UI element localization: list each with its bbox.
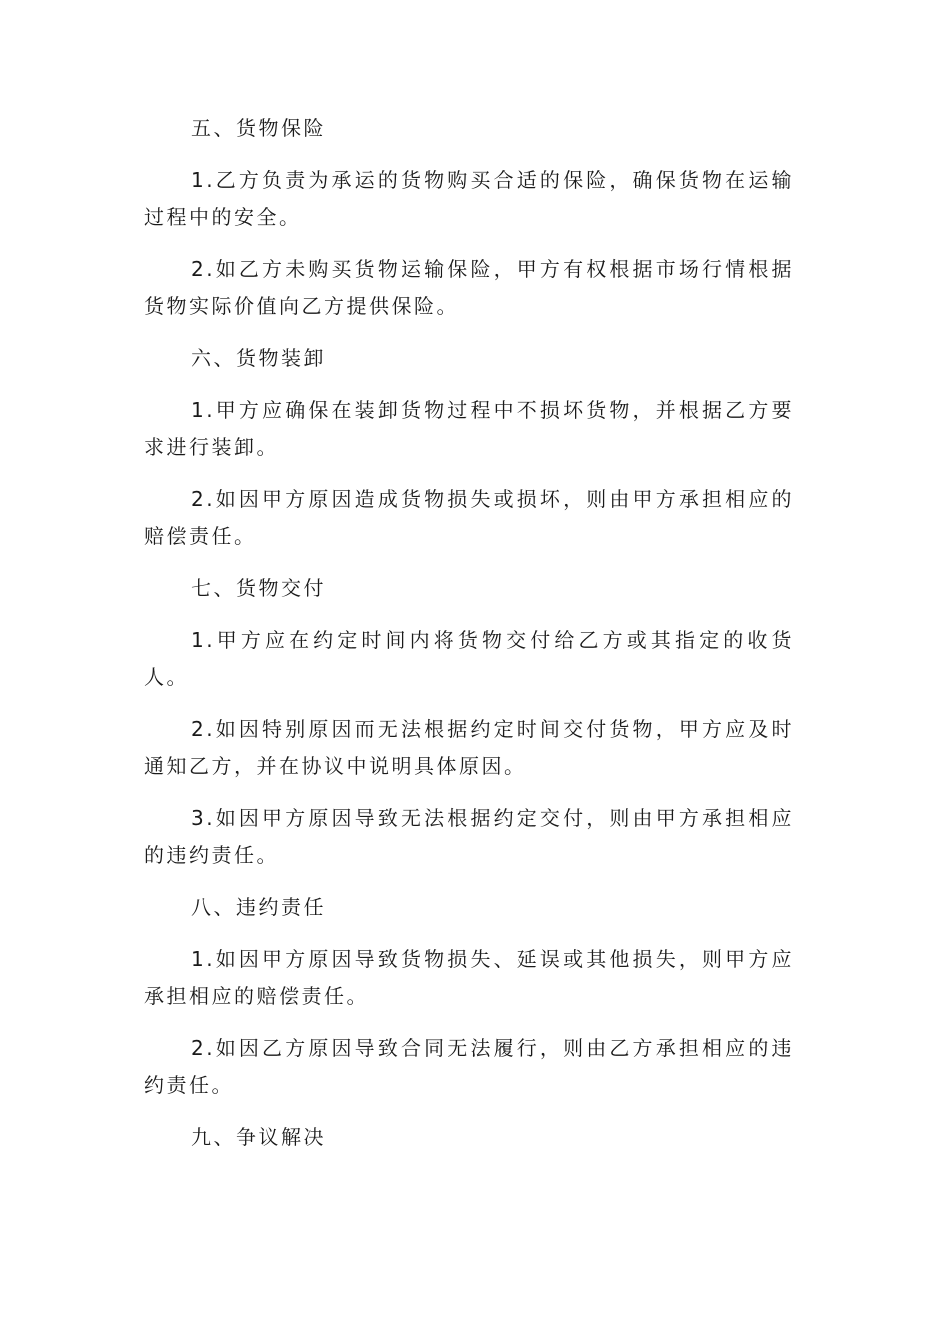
clause-insurance-1: 1.乙方负责为承运的货物购买合适的保险，确保货物在运输过程中的安全。 — [144, 168, 794, 229]
clause-breach-2: 2.如因乙方原因导致合同无法履行，则由乙方承担相应的违约责任。 — [144, 1036, 794, 1097]
clause-breach-1: 1.如因甲方原因导致货物损失、延误或其他损失，则甲方应承担相应的赔偿责任。 — [144, 947, 794, 1008]
section-heading-dispute: 九、争议解决 — [191, 1125, 326, 1149]
clause-delivery-1: 1.甲方应在约定时间内将货物交付给乙方或其指定的收货人。 — [144, 628, 794, 689]
section-heading-loading: 六、货物装卸 — [191, 346, 326, 370]
clause-delivery-3: 3.如因甲方原因导致无法根据约定交付，则由甲方承担相应的违约责任。 — [144, 806, 794, 867]
document-body — [144, 110, 794, 1156]
clause-delivery-2: 2.如因特别原因而无法根据约定时间交付货物，甲方应及时通知乙方，并在协议中说明具体原因。 — [144, 717, 794, 778]
clause-loading-2: 2.如因甲方原因造成货物损失或损坏，则由甲方承担相应的赔偿责任。 — [144, 487, 794, 548]
section-heading-delivery: 七、货物交付 — [191, 576, 326, 600]
clause-insurance-2: 2.如乙方未购买货物运输保险，甲方有权根据市场行情根据货物实际价值向乙方提供保险。 — [144, 257, 794, 318]
clause-loading-1: 1.甲方应确保在装卸货物过程中不损坏货物，并根据乙方要求进行装卸。 — [144, 398, 794, 459]
section-heading-breach: 八、违约责任 — [191, 895, 326, 919]
section-heading-insurance: 五、货物保险 — [191, 116, 326, 140]
